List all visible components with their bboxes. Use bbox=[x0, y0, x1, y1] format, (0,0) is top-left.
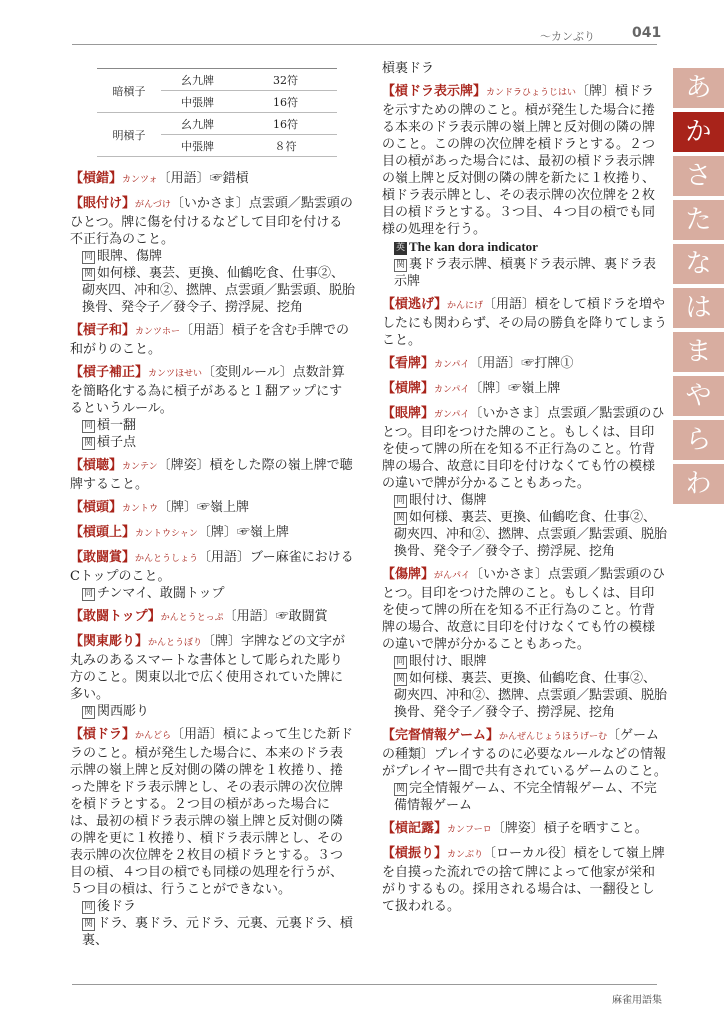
entry-headword: 【眼牌】 bbox=[382, 406, 435, 421]
group-cell: 明槓子 bbox=[97, 113, 161, 157]
entry-definition: 〔用語〕槓子を含む手牌での和がりのこと。 bbox=[70, 323, 350, 357]
dictionary-entry bbox=[70, 608, 355, 627]
dictionary-entry bbox=[382, 355, 667, 374]
entry-reading: かんとうぼり bbox=[148, 638, 203, 648]
reference-text: チンマイ、敢闘トップ bbox=[97, 586, 225, 601]
reference-mark: 関 bbox=[396, 784, 406, 794]
entry-reference bbox=[70, 265, 355, 316]
reference-mark: 同 bbox=[396, 657, 406, 667]
reference-mark: 同 bbox=[396, 496, 406, 506]
entry-body bbox=[70, 322, 355, 358]
entry-body bbox=[70, 608, 355, 627]
entry-reference bbox=[382, 780, 667, 814]
reference-text: 眼付け、眼牌 bbox=[409, 654, 487, 669]
dictionary-entry bbox=[70, 726, 355, 949]
entry-definition: 槓裏ドラ bbox=[382, 61, 435, 76]
points-cell: 32符 bbox=[234, 69, 337, 91]
footer-title: 麻雀用語集 bbox=[612, 995, 662, 1006]
reference-mark: 関 bbox=[84, 919, 94, 929]
entry-reading: カンぶり bbox=[447, 850, 484, 860]
entry-reading: かんどら bbox=[135, 731, 172, 741]
dictionary-entry bbox=[70, 633, 355, 720]
dictionary-entry bbox=[70, 499, 355, 518]
header-rule bbox=[72, 44, 657, 45]
dictionary-entry bbox=[70, 549, 355, 602]
entry-body bbox=[70, 364, 355, 417]
dictionary-entry bbox=[382, 296, 667, 349]
entry-definition: 〔ゲームの種類〕プレイするのに必要なルールなどの情報がプレイヤー間で共有されているゲームのこと。 bbox=[382, 728, 667, 779]
entry-reference bbox=[382, 238, 667, 256]
table-row bbox=[97, 69, 337, 91]
entry-definition: 〔用語〕ブー麻雀におけるCトップのこと。 bbox=[70, 550, 354, 584]
entry-definition: 〔変則ルール〕点数計算を簡略化する為に槓子があると１翻アップにするというルール。 bbox=[70, 365, 345, 416]
entry-headword: 【看牌】 bbox=[382, 356, 435, 371]
page-number: 041 bbox=[632, 25, 662, 41]
entry-definition: 〔牌姿〕槓子を晒すこと。 bbox=[491, 821, 648, 836]
kong-points-table bbox=[97, 68, 337, 157]
entry-reading: カントウシャン bbox=[135, 529, 198, 539]
reference-text: The kan dora indicator bbox=[409, 239, 538, 254]
reference-text: 如何様、裏芸、更換、仙鶴吃食、仕事②、砌夾四、冲和②、撚牌、点雲頭／點雲頭、脱胎換骨、発令子／發令子、撈浮屍、挖角 bbox=[394, 671, 668, 720]
dictionary-entry bbox=[70, 457, 355, 493]
entry-reading: カンツほせい bbox=[148, 369, 203, 379]
entry-headword: 【槓錯】 bbox=[70, 171, 123, 186]
entry-reference bbox=[70, 248, 355, 265]
dictionary-entry bbox=[70, 524, 355, 543]
entry-reference bbox=[70, 898, 355, 915]
dictionary-entry bbox=[70, 322, 355, 358]
dictionary-entry bbox=[382, 727, 667, 814]
entry-definition: 〔用語〕☞敢闘賞 bbox=[223, 609, 328, 624]
reference-text: 槓一翻 bbox=[97, 418, 137, 433]
entry-headword: 【眼付け】 bbox=[70, 196, 136, 211]
reference-text: 裏ドラ表示牌、槓裏ドラ表示牌、裏ドラ表示牌 bbox=[394, 257, 657, 289]
index-tab: た bbox=[673, 200, 724, 240]
tile-cell: 中張牌 bbox=[161, 135, 234, 157]
reference-mark: 関 bbox=[84, 269, 94, 279]
tile-cell: 幺九牌 bbox=[161, 113, 234, 135]
reference-text: 眼付け、傷牌 bbox=[409, 493, 487, 508]
entry-definition: 〔牌〕☞嶺上牌 bbox=[469, 381, 561, 396]
entry-reference bbox=[70, 434, 355, 451]
reference-text: 槓子点 bbox=[97, 435, 137, 450]
index-tab: や bbox=[673, 376, 724, 416]
entry-definition: 〔牌〕☞嶺上牌 bbox=[158, 500, 250, 515]
reference-mark: 同 bbox=[84, 902, 94, 912]
entry-body bbox=[382, 296, 667, 349]
entry-headword: 【槓子和】 bbox=[70, 323, 136, 338]
entry-definition: 〔牌〕字牌などの文字が丸みのあるスマートな書体として彫られた彫り方のこと。関東以北で広く使用されていた牌に多い。 bbox=[70, 634, 346, 702]
entry-reading: カンドラひょうじはい bbox=[486, 88, 577, 98]
entry-reference bbox=[70, 703, 355, 720]
entry-reading: カンツホー bbox=[135, 327, 181, 337]
reference-mark: 同 bbox=[84, 589, 94, 599]
reference-mark: 関 bbox=[396, 260, 406, 270]
left-column bbox=[70, 170, 355, 955]
entry-body bbox=[70, 524, 355, 543]
entry-definition: 〔牌〕☞嶺上牌 bbox=[197, 525, 289, 540]
entry-body bbox=[382, 727, 667, 780]
entry-definition: 〔いかさま〕点雲頭／點雲頭のひとつ。目印をつけた牌のこと。もしくは、目印を使って牌の所在を知る不正行為のこと。竹背牌の場合、故意に目印を付けなくても竹の模様の違いで牌が分かることもあった。 bbox=[382, 406, 665, 491]
index-tab: さ bbox=[673, 156, 724, 196]
entry-definition: 〔用語〕槓をして槓ドラを増やしたにも関わらず、その局の勝負を降りてしまうこと。 bbox=[382, 297, 667, 348]
index-tab: か bbox=[673, 112, 724, 152]
entry-body bbox=[70, 457, 355, 493]
entry-reference bbox=[70, 417, 355, 434]
entry-body bbox=[382, 566, 667, 653]
entry-reference bbox=[382, 492, 667, 509]
footer-rule bbox=[72, 984, 657, 985]
entry-reading: カンテン bbox=[122, 462, 158, 472]
dictionary-entry bbox=[70, 195, 355, 316]
entry-reading: カンツォ bbox=[122, 175, 158, 185]
entry-reading: ガンパイ bbox=[434, 410, 470, 420]
entry-body bbox=[70, 726, 355, 898]
entry-body bbox=[382, 380, 667, 399]
entry-reference bbox=[382, 653, 667, 670]
entry-body bbox=[382, 820, 667, 839]
index-tab: ら bbox=[673, 420, 724, 460]
reference-text: ドラ、裏ドラ、元ドラ、元裏、元裏ドラ、槓裏、 bbox=[82, 916, 353, 948]
index-tab: ま bbox=[673, 332, 724, 372]
entry-headword: 【槓牌】 bbox=[382, 381, 435, 396]
entry-definition: 〔いかさま〕点雲頭／點雲頭のひとつ。牌に傷を付けるなどして目印を付ける不正行為のこと。 bbox=[70, 196, 353, 247]
entry-headword: 【完督情報ゲーム】 bbox=[382, 728, 500, 743]
entry-reading: がんづけ bbox=[135, 200, 171, 210]
entry-definition: 〔用語〕槓によって生じた新ドラのこと。槓が発生した場合に、本来のドラ表示牌の嶺上牌と反対側の隣の牌を１枚捲り、捲った牌をドラ表示牌とし、その表示牌の次位牌を槓ドラとする。２つ目の槓があった場合には、最初の槓ドラ表示牌の嶺上牌と反対側の隣の牌を更に１枚捲り、槓ドラ表示牌とし、その表示牌の次位牌を２枚目の槓ドラとする。３つ目の槓、４つ目の槓でも同様の処理を行うが、５つ目の槓は、行うことができない。 bbox=[70, 727, 354, 897]
dictionary-entry bbox=[70, 364, 355, 451]
reference-text: 如何様、裏芸、更換、仙鶴吃食、仕事②、砌夾四、冲和②、撚牌、点雲頭／點雲頭、脱胎換骨、発令子／發令子、撈浮屍、挖角 bbox=[82, 266, 356, 315]
entry-headword: 【敢闘トップ】 bbox=[70, 609, 161, 624]
entry-definition: 〔牌姿〕槓をした際の嶺上牌で聴牌すること。 bbox=[70, 458, 353, 492]
points-cell: ８符 bbox=[234, 135, 337, 157]
index-tab: な bbox=[673, 244, 724, 284]
entry-body bbox=[70, 633, 355, 703]
entry-headword: 【槓記露】 bbox=[382, 821, 448, 836]
dictionary-entry bbox=[382, 405, 667, 560]
entry-body bbox=[70, 170, 355, 189]
dictionary-entry bbox=[382, 380, 667, 399]
entry-definition: 〔牌〕槓ドラを示すための牌のこと。槓が発生した場合に捲る本来のドラ表示牌の嶺上牌と反対側の隣の牌のこと。この牌の次位牌を槓ドラとする。２つ目の槓があった場合には、最初の槓ドラ表示牌の嶺上牌と反対側の隣の牌を新たに１枚捲り、槓ドラ表示牌とし、その表示牌の次位牌を２枚目の槓ドラとする。３つ目、４つ目の槓でも同様の処理を行う。 bbox=[382, 84, 656, 237]
entry-reading: かんとうしょう bbox=[135, 554, 199, 564]
entry-reading: カンパイ bbox=[434, 360, 470, 370]
reference-text: 完全情報ゲーム、不完全情報ゲーム、不完備情報ゲーム bbox=[394, 781, 657, 813]
reference-mark: 同 bbox=[84, 421, 94, 431]
entry-body bbox=[382, 60, 667, 77]
running-head: ～カンぶり bbox=[540, 30, 595, 43]
entry-headword: 【槓逃げ】 bbox=[382, 297, 448, 312]
entry-reference bbox=[382, 509, 667, 560]
entry-headword: 【槓頭】 bbox=[70, 500, 123, 515]
dictionary-entry bbox=[70, 170, 355, 189]
dictionary-entry bbox=[382, 820, 667, 839]
reference-mark: 同 bbox=[84, 252, 94, 262]
entry-definition: 〔ローカル役〕槓をして嶺上牌を自摸った流れでの捨て牌によって他家が栄和がりするもの。採用される場合は、一翻役として扱われる。 bbox=[382, 846, 665, 914]
entry-headword: 【槓ドラ】 bbox=[70, 727, 136, 742]
reference-mark: 英 bbox=[396, 243, 406, 253]
dictionary-entry bbox=[382, 83, 667, 290]
entry-reading: カンフーロ bbox=[447, 825, 492, 835]
reference-mark: 関 bbox=[396, 513, 406, 523]
entry-reading: かんぜんじょうほうげーむ bbox=[499, 732, 608, 742]
kana-index-tabs bbox=[673, 68, 724, 508]
entry-body bbox=[70, 195, 355, 248]
entry-body bbox=[382, 405, 667, 492]
tile-cell: 中張牌 bbox=[161, 91, 234, 113]
reference-text: 眼牌、傷牌 bbox=[97, 249, 163, 264]
entry-body bbox=[382, 355, 667, 374]
entry-reference bbox=[382, 670, 667, 721]
index-tab: あ bbox=[673, 68, 724, 108]
entry-body bbox=[70, 549, 355, 585]
entry-definition: 〔用語〕☞錯槓 bbox=[157, 171, 249, 186]
dictionary-entry bbox=[382, 60, 667, 77]
group-cell: 暗槓子 bbox=[97, 69, 161, 113]
entry-headword: 【傷牌】 bbox=[382, 567, 435, 582]
tile-cell: 幺九牌 bbox=[161, 69, 234, 91]
entry-body bbox=[382, 845, 667, 915]
entry-reading: カントウ bbox=[122, 504, 159, 514]
dictionary-entry bbox=[382, 845, 667, 915]
entry-definition: 〔いかさま〕点雲頭／點雲頭のひとつ。目印をつけた牌のこと。もしくは、目印を使って牌の所在を知る不正行為のこと。竹背牌の場合、故意に目印を付けなくても竹の模様の違いで牌が分かることもあった。 bbox=[382, 567, 666, 652]
entry-headword: 【敢闘賞】 bbox=[70, 550, 136, 565]
entry-headword: 【関東彫り】 bbox=[70, 634, 149, 649]
entry-reading: かんとうとっぷ bbox=[160, 613, 224, 623]
right-column bbox=[382, 60, 667, 921]
entry-definition: 〔用語〕☞打牌① bbox=[469, 356, 574, 371]
entry-body bbox=[70, 499, 355, 518]
reference-text: 如何様、裏芸、更換、仙鶴吃食、仕事②、砌夾四、冲和②、撚牌、点雲頭／點雲頭、脱胎換骨、発令子／發令子、撈浮屍、挖角 bbox=[394, 510, 668, 559]
reference-mark: 関 bbox=[84, 707, 94, 717]
entry-headword: 【槓子補正】 bbox=[70, 365, 149, 380]
entry-reference bbox=[70, 585, 355, 602]
reference-mark: 関 bbox=[84, 438, 94, 448]
index-tab: わ bbox=[673, 464, 724, 504]
points-cell: 16符 bbox=[234, 91, 337, 113]
entry-reading: かんにげ bbox=[447, 301, 484, 311]
reference-text: 関西彫り bbox=[97, 704, 150, 719]
reference-text: 後ドラ bbox=[97, 899, 137, 914]
entry-reading: カンパイ bbox=[434, 385, 470, 395]
points-cell: 16符 bbox=[234, 113, 337, 135]
table-row bbox=[97, 113, 337, 135]
entry-reference bbox=[382, 256, 667, 290]
entry-reading: がんパイ bbox=[434, 571, 471, 581]
entry-headword: 【槓頭上】 bbox=[70, 525, 136, 540]
entry-headword: 【槓聴】 bbox=[70, 458, 123, 473]
entry-body bbox=[382, 83, 667, 238]
reference-mark: 関 bbox=[396, 674, 406, 684]
entry-headword: 【槓振り】 bbox=[382, 846, 448, 861]
entry-reference bbox=[70, 915, 355, 949]
entry-headword: 【槓ドラ表示牌】 bbox=[382, 84, 487, 99]
dictionary-entry bbox=[382, 566, 667, 721]
index-tab: は bbox=[673, 288, 724, 328]
